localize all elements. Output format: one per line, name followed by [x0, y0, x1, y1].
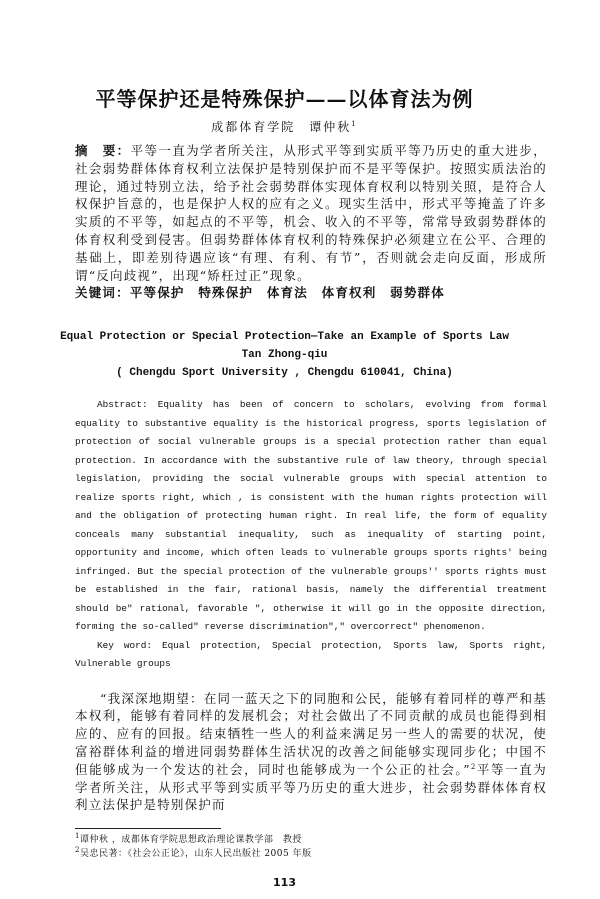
english-author: Tan Zhong-qiu: [241, 349, 328, 362]
chinese-keywords: [75, 284, 547, 302]
author-line: [0, 118, 569, 136]
page-number: 113: [273, 876, 296, 890]
quote-text: “我深深地期望：在同一蓝天之下的同胞和公民，能够有着同样的尊严和基本权利，能够有着同样的发展机会；对社会做出了不同贡献的成员也能得到相应的、应有的回报。结束牺牲一些人的利益来满足另一些人的需要的状况，使富裕群体利益的增进同弱势群体生活状况的改善之间能够实现同步化；中国不但能够成为一个发达的社会，同时也能够成为一个公正的社会。”: [75, 690, 547, 777]
english-abstract: Abstract: Equality has been of concern to scholars, evolving from formal equality to substantive equality is the historical progress, sports legislation of protection of social vulnerable groups is a special protection rather than equal protection. In accordance with the substantive rule of law theory, through special legislation, providing the social vulnerable groups with special attention to realize sports right, which , is consistent with the human rights protection will and the obligation of protecting human right. In real life, the form of equality conceals many substantial inequality, such as inequality of starting point, opportunity and income, which often leads to vulnerable groups sports rights' being infringed. But the special protection of the vulnerable groups'' sports rights must be established in the fair, rational basis, namely the differential treatment should be" rational, favorable ", otherwise it will go in the opposite direction, forming the so-called" reverse discrimination"," overcorrect" phenomenon.: [75, 399, 547, 633]
footnote-divider: [75, 828, 221, 829]
footnote-1: [75, 833, 547, 847]
keywords-label: 关键词：: [75, 285, 130, 301]
english-affiliation: ( Chengdu Sport University , Chengdu 610041, China): [116, 367, 453, 380]
footnote-text: 谭仲秋 ，成都体育学院思想政治理论课教学部 教授: [79, 835, 302, 846]
english-title: Equal Protection or Special Protection—Take an Example of Sports Law: [60, 331, 509, 344]
author-footnote-mark: 1: [351, 120, 358, 128]
author-name: 成都体育学院 谭仲秋: [211, 120, 352, 134]
footnote-2: [75, 847, 547, 861]
body-continuation: 平等一直为学者所关注，从形式平等到实质平等乃历史的重大进步，社会弱势群体体育权利立法保护是特别保护而: [75, 761, 547, 813]
page-title: 平等保护还是特殊保护——以体育法为例: [95, 87, 474, 111]
chinese-abstract: [75, 142, 547, 284]
footnote-mark: 1: [75, 832, 80, 841]
footnote-text: 吴忠民著：《社会公正论》，山东人民出版社 2005 年版: [79, 849, 312, 860]
english-keywords: Key word: Equal protection, Special protection, Sports law, Sports right, Vulnerable groups: [75, 639, 547, 670]
footnote-mark: 2: [75, 846, 80, 855]
keywords-items: 平等保护 特殊保护 体育法 体育权利 弱势群体: [129, 285, 445, 301]
reference-mark: 2: [470, 762, 477, 771]
abstract-label: 摘 要：: [75, 143, 131, 158]
abstract-text: 平等一直为学者所关注，从形式平等到实质平等乃历史的重大进步，社会弱势群体体育权利立法保护是特别保护而不是平等保护。按照实质法治的理论，通过特别立法，给予社会弱势群体实现体育权利以特别关照，是符合人权保护旨意的，也是保护人权的应有之义。现实生活中，形式平等掩盖了许多实质的不平等，如起点的不平等，机会、收入的不平等，常常导致弱势群体的体育权利受到侵害。但弱势群体体育权利的特殊保护必须建立在公平、合理的基础上，即差别待遇应该“有理、有利、有节”，否则就会走向反面，形成所谓“反向歧视”，出现“矫枉过正”现象。: [75, 143, 547, 283]
